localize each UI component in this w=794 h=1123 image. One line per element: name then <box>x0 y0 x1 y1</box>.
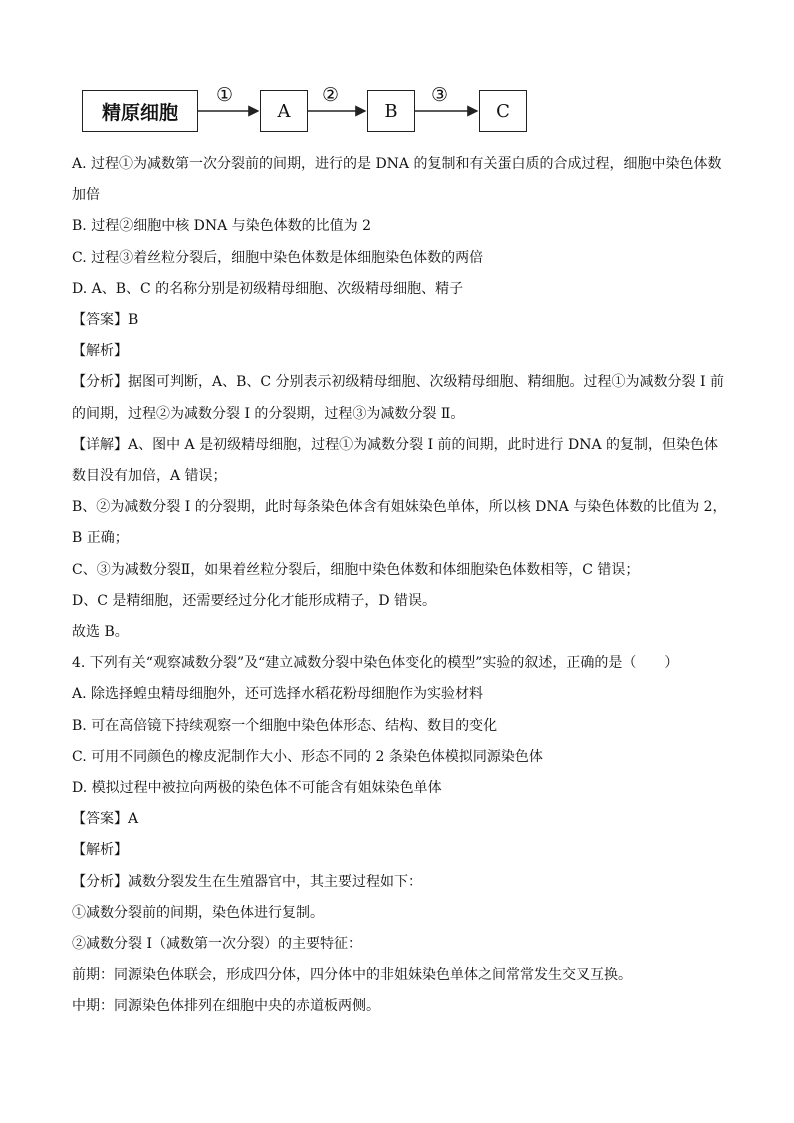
text-line: D. A、B、C 的名称分别是初级精母细胞、次级精母细胞、精子 <box>72 280 464 297</box>
text-line: D、C 是精细胞，还需要经过分化才能形成精子，D 错误。 <box>72 592 437 609</box>
spermatogenesis-diagram <box>82 84 532 134</box>
step-3-label: ③ <box>431 84 449 106</box>
box-a: A <box>260 90 308 132</box>
answer-line: 【答案】A <box>72 811 139 828</box>
answer-line: 【答案】B <box>72 312 139 329</box>
text-line: 【详解】A、图中 A 是初级精母细胞，过程①为减数分裂 I 前的间期，此时进行 DNA 的复制，但染色体 <box>72 436 719 453</box>
step-2-label: ② <box>322 84 340 106</box>
text-line: B. 过程②细胞中核 DNA 与染色体数的比值为 2 <box>72 218 372 235</box>
text-line: B. 可在高倍镜下持续观察一个细胞中染色体形态、结构、数目的变化 <box>72 717 498 734</box>
text-line: C. 可用不同颜色的橡皮泥制作大小、形态不同的 2 条染色体模拟同源染色体 <box>72 748 543 765</box>
text-line: A. 过程①为减数第一次分裂前的间期，进行的是 DNA 的复制和有关蛋白质的合成过程，细胞中染色体数 <box>72 156 722 172</box>
text-line: C. 过程③着丝粒分裂后，细胞中染色体数是体细胞染色体数的两倍 <box>72 249 484 266</box>
text-line: B、②为减数分裂 I 的分裂期，此时每条染色体含有姐妹染色单体，所以核 DNA 与染色体数的比值为 2， <box>72 499 727 516</box>
text-line: C、③为减数分裂Ⅱ，如果着丝粒分裂后，细胞中染色体数和体细胞染色体数相等，C 错误； <box>72 561 640 578</box>
text-line: ①减数分裂前的间期，染色体进行复制。 <box>72 904 324 921</box>
text-line: 故选 B。 <box>72 624 129 641</box>
text-line: D. 模拟过程中被拉向两极的染色体不可能含有姐妹染色单体 <box>72 780 442 797</box>
box-b: B <box>367 90 415 132</box>
text-line: B 正确； <box>72 530 129 547</box>
step-1-label: ① <box>216 84 234 106</box>
text-line: A. 除选择蝗虫精母细胞外，还可选择水稻花粉母细胞作为实验材料 <box>72 686 484 703</box>
document-body <box>72 149 732 1023</box>
question-4: 4. 下列有关“观察减数分裂”及“建立减数分裂中染色体变化的模型”实验的叙述，正确的是（ ） <box>72 655 679 672</box>
text-line: 【分析】减数分裂发生在生殖器官中，其主要过程如下： <box>72 873 422 890</box>
box-c: C <box>479 90 527 132</box>
analysis-heading: 【解析】 <box>72 842 128 859</box>
text-line: 中期：同源染色体排列在细胞中央的赤道板两侧。 <box>72 998 380 1015</box>
analysis-heading: 【解析】 <box>72 343 128 360</box>
text-line: 【分析】据图可判断，A、B、C 分别表示初级精母细胞、次级精母细胞、精细胞。过程①为减数分裂 I 前 <box>72 374 724 391</box>
text-line: 前期：同源染色体联会，形成四分体，四分体中的非姐妹染色单体之间常常发生交叉互换。 <box>72 967 632 984</box>
box-spermatogonium: 精原细胞 <box>82 90 198 132</box>
text-line: ②减数分裂 I（减数第一次分裂）的主要特征： <box>72 936 362 953</box>
text-line: 的间期，过程②为减数分裂 I 的分裂期，过程③为减数分裂 Ⅱ。 <box>72 405 465 422</box>
text-line: 数目没有加倍，A 错误； <box>72 468 227 485</box>
text-line: 加倍 <box>72 187 100 204</box>
